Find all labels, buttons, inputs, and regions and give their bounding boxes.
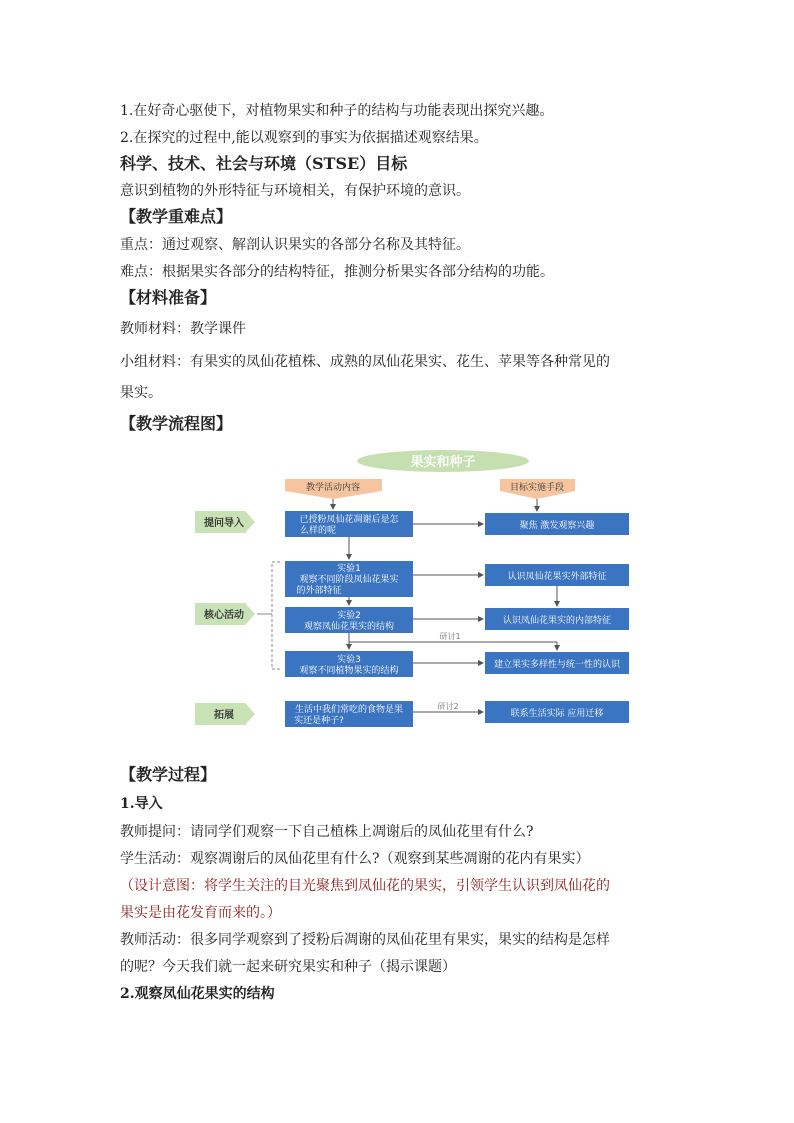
- materials-teacher: 教师材料：教学课件: [120, 321, 246, 337]
- left-box-5-line-1: 生活中我们常吃的食物是果: [294, 705, 404, 715]
- left-box-2-line-1: 实验1: [337, 564, 361, 574]
- process-title: 【教学过程】: [120, 765, 217, 784]
- discussion-2: 研讨2: [437, 702, 459, 711]
- process-intent-line-1: （设计意图：将学生关注的目光聚焦到凤仙花的果实，引领学生认识到凤仙花的: [120, 878, 610, 894]
- stage-core: 核心活动: [204, 610, 244, 621]
- process-teacher-question: 教师提问：请同学们观察一下自己植株上凋谢后的凤仙花里有什么?: [120, 824, 534, 840]
- left-box-3-line-2: 观察凤仙花果实的结构: [303, 622, 395, 632]
- process-step-2: 2.观察凤仙花果实的结构: [120, 986, 275, 1002]
- key-points-title: 【教学重难点】: [120, 207, 233, 226]
- left-box-5-line-2: 实还是种子?: [294, 716, 344, 726]
- key-point-difficulty: 难点：根据果实各部分的结构特征，推测分析果实各部分结构的功能。: [120, 264, 554, 280]
- left-box-1-line-2: 么样的呢: [299, 526, 337, 536]
- materials-group-line-2: 果实。: [120, 385, 162, 401]
- core-bracket: [272, 562, 280, 669]
- left-box-3-line-1: 实验2: [337, 611, 361, 621]
- teaching-flowchart: [195, 447, 640, 732]
- stse-title: 科学、技术、社会与环境（STSE）目标: [120, 154, 408, 173]
- left-box-2-line-2: 观察不同阶段凤仙花果实: [299, 575, 399, 585]
- left-header: 教学活动内容: [305, 483, 361, 493]
- left-box-1-line-1: 已授粉凤仙花凋谢后是怎: [299, 515, 399, 525]
- process-teacher-activity-line-1: 教师活动：很多同学观察到了授粉后凋谢的凤仙花里有果实，果实的结构是怎样: [120, 932, 610, 948]
- right-header: 目标实施手段: [509, 483, 565, 493]
- discussion-1: 研讨1: [439, 632, 461, 641]
- right-box-4-label: 建立果实多样性与统一性的认识: [493, 660, 621, 670]
- right-box-3-label: 认识凤仙花果实的内部特征: [502, 616, 612, 626]
- process-teacher-activity-line-2: 的呢？今天我们就一起来研究果实和种子（揭示课题）: [120, 959, 456, 975]
- stse-text: 意识到植物的外形特征与环境相关，有保护环境的意识。: [120, 183, 470, 199]
- process-student-activity: 学生活动：观察凋谢后的凤仙花里有什么?（观察到某些凋谢的花内有果实）: [120, 851, 590, 867]
- right-box-2-label: 认识凤仙花果实外部特征: [507, 572, 607, 582]
- process-step-1: 1.导入: [120, 796, 163, 812]
- flowchart-section-title: 【教学流程图】: [120, 414, 233, 433]
- stage-intro: 提问导入: [204, 518, 244, 529]
- materials-group-line-1: 小组材料：有果实的凤仙花植株、成熟的凤仙花果实、花生、苹果等各种常见的: [120, 354, 610, 370]
- process-intent-line-2: 果实是由花发育而来的。）: [120, 905, 281, 921]
- right-box-1-label: 聚焦 激发观察兴趣: [519, 521, 595, 531]
- goal-line-1: 1.在好奇心驱使下，对植物果实和种子的结构与功能表现出探究兴趣。: [120, 103, 554, 119]
- right-box-5-label: 联系生活实际 应用迁移: [510, 709, 604, 719]
- left-box-4-line-1: 实验3: [337, 655, 361, 665]
- stage-extend: 拓展: [214, 710, 234, 721]
- goal-line-2: 2.在探究的过程中,能以观察到的事实为依据描述观察结果。: [120, 130, 488, 146]
- left-box-4-line-2: 观察不同植物果实的结构: [299, 666, 399, 676]
- key-point-focus: 重点：通过观察、解剖认识果实的各部分名称及其特征。: [120, 237, 470, 253]
- flowchart-title: 果实和种子: [410, 455, 476, 470]
- left-box-2-line-3: 的外部特征: [296, 586, 342, 596]
- materials-title: 【材料准备】: [120, 288, 217, 307]
